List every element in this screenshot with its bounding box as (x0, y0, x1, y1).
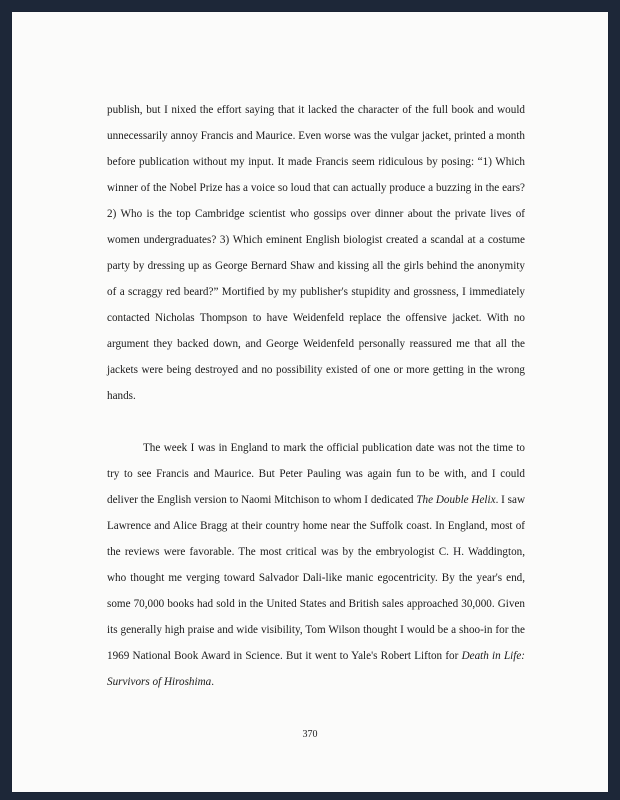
paragraph-1 (107, 97, 525, 409)
body-text (107, 97, 525, 695)
paragraph-2-segment-5: . (211, 676, 214, 688)
paragraph-1-segment-1: publish, but I nixed the effort saying that it lacked the character of the full book and would unnecessarily annoy Francis and Maurice. Even worse was the vulgar jacket, printed a month before publication without my input. It made Francis seem ridiculous by posing: “1) Which winner of the Nobel Prize has a voice so loud that can actually produce a buzzing in the ears? 2) Who is the top Cambridge scientist who gossips over dinner about the private lives of women undergraduates? 3) Which eminent English biologist created a scandal at a costume party by dressing up as George Bernard Shaw and kissing all the girls behind the anonymity of a scraggy red beard?” Mortified by my publisher's stupidity and grossness, I immediately contacted Nicholas Thompson to have Weidenfeld replace the offensive jacket. With no argument they backed down, and George Weidenfeld personally reassured me that all the jackets were being destroyed and no possibility existed of one or more getting in the wrong hands. (107, 104, 525, 402)
paragraph-2-segment-1: The week I was in England to mark the official publication date was not the time to try to see Francis and Maurice. But Peter Pauling was again fun to be with, and I could deliver the English version to Naomi Mitchison to whom I dedicated (107, 442, 525, 506)
book-title-death-in-life: Death in Life: Survivors of Hiroshima (107, 650, 525, 688)
document-page (12, 12, 608, 792)
book-title-double-helix: The Double Helix (416, 494, 496, 506)
paragraph-2-segment-3: . I saw Lawrence and Alice Bragg at their country home near the Suffolk coast. In England, most of the reviews were favorable. The most critical was by the embryologist C. H. Waddington, who thought me verging toward Salvador Dali-like manic egocentricity. By the year's end, some 70,000 books had sold in the United States and British sales approached 30,000. Given its generally high praise and wide visibility, Tom Wilson thought I would be a shoo-in for the 1969 National Book Award in Science. But it went to Yale's Robert Lifton for (107, 494, 525, 662)
page-number: 370 (302, 729, 318, 740)
paragraph-2 (107, 435, 525, 695)
